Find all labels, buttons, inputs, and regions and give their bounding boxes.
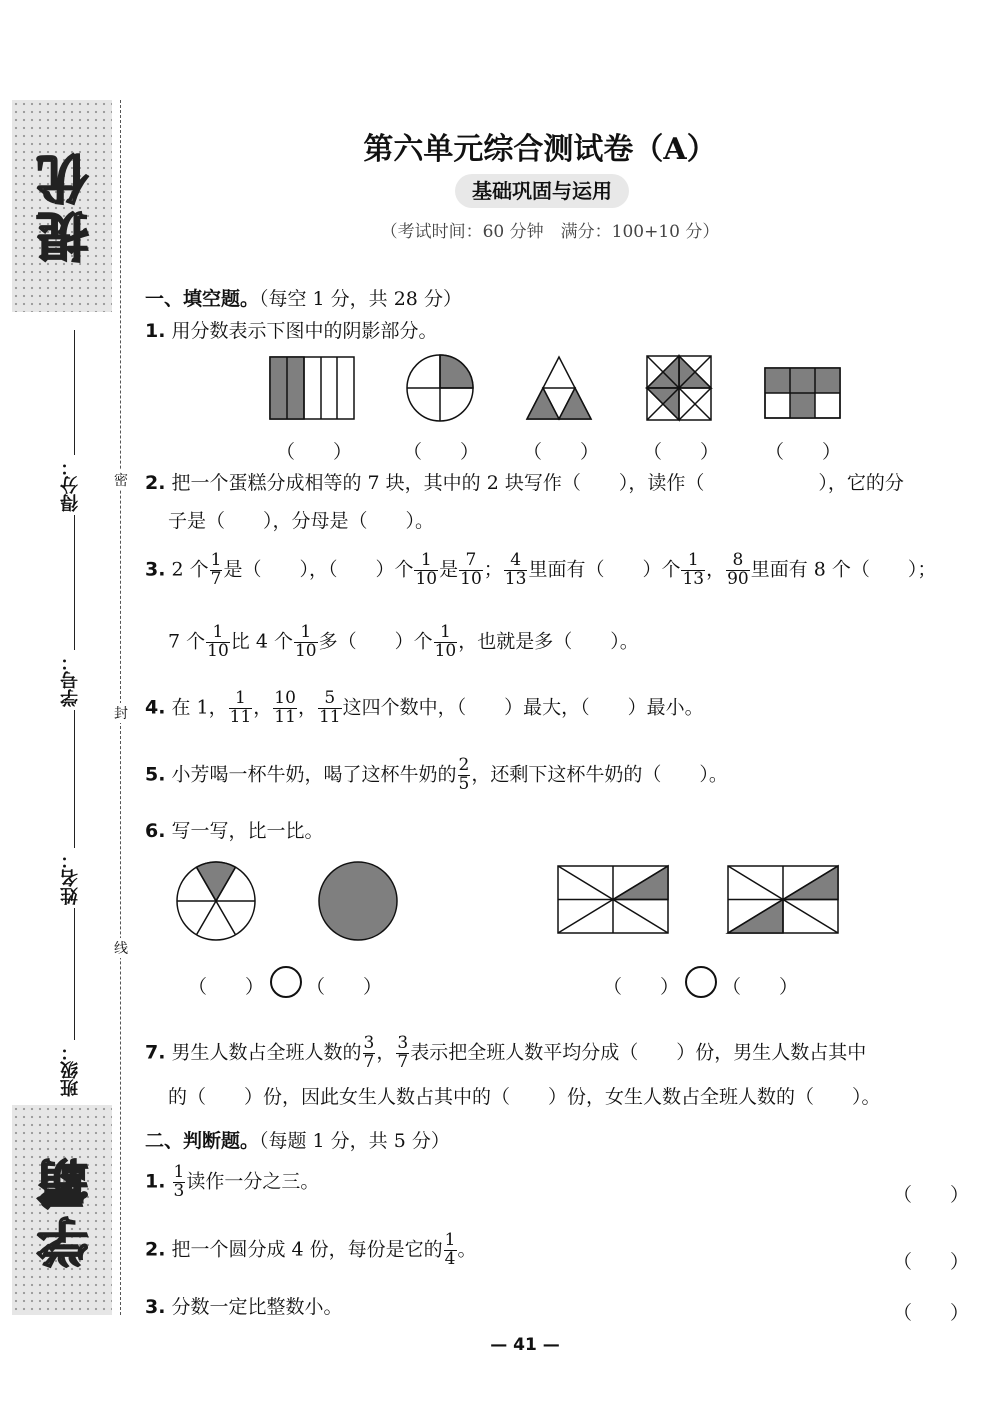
fraction — [458, 757, 471, 794]
numerator: 1 — [434, 624, 458, 643]
page-title: 第六单元综合测试卷（A） — [363, 132, 717, 167]
q1-1-figures — [255, 350, 855, 430]
q1-3-seg: 是（ ），（ ）个 — [223, 558, 414, 581]
q1-1-blank-4[interactable]: （ ） — [643, 441, 720, 463]
fraction — [434, 624, 458, 661]
q1-3-seg: 里面有 8 个（ ）； — [750, 558, 937, 581]
page-number: — 41 — — [490, 1335, 560, 1355]
section1-heading — [145, 284, 462, 311]
q1-7-num: 7. — [145, 1041, 166, 1064]
q1-7-line1 — [145, 1035, 866, 1072]
q1-3-seg: ； — [483, 558, 503, 581]
field-id-label: 学号： — [58, 650, 90, 710]
figure-grid — [765, 368, 840, 418]
numerator: 8 — [726, 552, 750, 571]
seal-char-feng: 封 — [110, 703, 132, 723]
numerator: 3 — [363, 1033, 375, 1053]
numerator: 1 — [414, 552, 438, 571]
denominator: 10 — [415, 568, 438, 589]
q1-7-seg: 男生人数占全班人数的 — [171, 1041, 362, 1064]
q1-1-blank-5[interactable]: （ ） — [765, 441, 842, 463]
numerator: 1 — [210, 550, 222, 570]
q2-3-answer[interactable]: （ ） — [893, 1302, 970, 1324]
q2-2-answer[interactable]: （ ） — [893, 1251, 970, 1273]
seal-char-xian: 线 — [110, 938, 132, 958]
q2-1-text: 读作一分之三。 — [186, 1170, 320, 1193]
q1-2-num: 2. — [145, 472, 166, 494]
denominator: 10 — [207, 640, 229, 661]
denominator: 7 — [363, 1051, 375, 1072]
numerator: 3 — [397, 1033, 409, 1053]
q1-1-blank-2[interactable]: （ ） — [403, 441, 480, 463]
q1-6-blank-1[interactable]: （ ） — [188, 976, 265, 998]
numerator: 1 — [681, 552, 705, 571]
q1-1-num: 1. — [145, 320, 166, 342]
q1-4-seg: 这四个数中，（ ）最大，（ ）最小。 — [342, 696, 704, 719]
q1-5 — [145, 757, 728, 794]
q1-1-blank-1[interactable]: （ ） — [276, 441, 353, 463]
q1-5-num: 5. — [145, 763, 166, 786]
q1-6-blank-3[interactable]: （ ） — [603, 976, 680, 998]
q1-6-num: 6. — [145, 820, 166, 842]
page-subtitle: 基础巩固与运用 — [455, 174, 629, 208]
q1-4 — [145, 690, 704, 727]
denominator: 3 — [173, 1180, 185, 1201]
fraction — [504, 552, 528, 589]
compare-circle-left[interactable] — [271, 967, 301, 997]
q2-1-answer[interactable]: （ ） — [893, 1184, 970, 1206]
fraction — [294, 624, 318, 661]
q1-5-seg: ，还剩下这杯牛奶的（ ）。 — [471, 763, 728, 786]
fraction — [444, 1232, 457, 1269]
fraction — [726, 552, 750, 589]
figure-strips — [270, 357, 354, 419]
fraction — [681, 552, 705, 589]
fraction — [363, 1035, 376, 1072]
denominator: 4 — [444, 1248, 456, 1269]
q1-3-seg: ，也就是多（ ）。 — [458, 630, 639, 653]
figure-rect-two-shaded — [728, 866, 838, 933]
section1-score: （每空 1 分，共 28 分） — [259, 288, 462, 310]
figure-triangle — [527, 357, 591, 419]
q1-3-seg: 是 — [439, 558, 459, 581]
fraction — [229, 690, 253, 727]
q1-2-line1 — [145, 474, 904, 493]
q1-3-seg: 7 个 — [168, 630, 206, 653]
compare-circle-right[interactable] — [686, 967, 716, 997]
figure-circle-full — [319, 862, 397, 940]
q1-6-blank-2[interactable]: （ ） — [306, 976, 383, 998]
q2-3-num: 3. — [145, 1296, 166, 1318]
q1-1-text: 用分数表示下图中的阴影部分。 — [171, 320, 438, 342]
q2-2-tail: 。 — [457, 1238, 477, 1261]
q1-7-seg: ， — [376, 1041, 396, 1064]
denominator: 13 — [682, 568, 705, 589]
q1-4-seg: 在 1， — [171, 696, 228, 719]
numerator: 10 — [274, 688, 296, 708]
numerator: 2 — [458, 755, 470, 775]
section2-title: 二、判断题。 — [145, 1130, 260, 1152]
q2-2-text: 把一个圆分成 4 份，每份是它的 — [171, 1238, 443, 1261]
numerator: 1 — [173, 1162, 185, 1182]
figure-circle-quarter — [407, 355, 473, 421]
sidebar-solid-line — [74, 330, 75, 1090]
field-name-label: 姓名： — [58, 848, 90, 908]
fraction — [210, 552, 223, 589]
denominator: 11 — [229, 706, 252, 727]
numerator: 7 — [459, 552, 483, 571]
q1-1-blank-3[interactable]: （ ） — [523, 441, 600, 463]
exam-info: （考试时间：60 分钟 满分：100+10 分） — [380, 222, 720, 242]
q1-3-seg: ， — [706, 558, 726, 581]
figure-square-diamond — [647, 356, 711, 420]
q2-3-text: 分数一定比整数小。 — [171, 1296, 343, 1318]
denominator: 7 — [210, 568, 222, 589]
figure-circle-sixths — [177, 862, 255, 940]
fraction — [173, 1164, 186, 1201]
numerator: 1 — [444, 1230, 456, 1250]
q1-3-seg: 多（ ）个 — [318, 630, 433, 653]
q2-2 — [145, 1232, 477, 1269]
fraction — [318, 690, 342, 727]
q2-1 — [145, 1164, 319, 1201]
seal-char-mi: 密 — [110, 470, 132, 490]
q1-1 — [145, 322, 438, 341]
q1-6-blank-4[interactable]: （ ） — [722, 976, 799, 998]
denominator: 7 — [397, 1051, 409, 1072]
denominator: 5 — [458, 773, 470, 794]
denominator: 10 — [434, 640, 457, 661]
q1-4-seg: ， — [253, 696, 273, 719]
denominator: 13 — [504, 568, 527, 589]
section2-heading — [145, 1126, 450, 1153]
q1-3-seg: 2 个 — [171, 558, 209, 581]
sidebar-top-logo-text: 提优 — [38, 147, 98, 263]
denominator: 10 — [294, 640, 317, 661]
q1-5-seg: 小芳喝一杯牛奶，喝了这杯牛奶的 — [171, 763, 457, 786]
field-class-label: 班级： — [58, 1040, 90, 1100]
q1-6-text: 写一写，比一比。 — [171, 820, 324, 842]
section1-title: 一、填空题。 — [145, 288, 260, 310]
fraction — [273, 690, 297, 727]
q1-7-line2: 的（ ）份，因此女生人数占其中的（ ）份，女生人数占全班人数的（ ）。 — [168, 1086, 881, 1108]
q1-6 — [145, 822, 324, 841]
q1-7-seg: 表示把全班人数平均分成（ ）份，男生人数占其中 — [410, 1041, 867, 1064]
sidebar-bottom-logo-text: 学霸 — [38, 1152, 98, 1268]
numerator: 1 — [294, 624, 318, 643]
field-score-label: 得分： — [58, 455, 90, 515]
q1-3-num: 3. — [145, 558, 166, 581]
q1-2-text-line1: 把一个蛋糕分成相等的 7 块，其中的 2 块写作（ ），读作（ ），它的分 — [171, 472, 904, 494]
fraction — [459, 552, 483, 589]
q1-3-seg: 比 4 个 — [230, 630, 293, 653]
q2-3 — [145, 1298, 343, 1317]
denominator: 90 — [727, 568, 749, 589]
q1-3-line2 — [168, 624, 639, 661]
numerator: 1 — [206, 624, 230, 643]
fraction — [206, 624, 230, 661]
section2-score: （每题 1 分，共 5 分） — [259, 1130, 450, 1152]
numerator: 5 — [318, 690, 342, 709]
q1-4-num: 4. — [145, 696, 166, 719]
q1-3-line1 — [145, 552, 936, 589]
q1-4-seg: ， — [297, 696, 317, 719]
numerator: 4 — [504, 552, 528, 571]
q1-2-line2: 子是（ ），分母是（ ）。 — [168, 510, 435, 532]
q2-1-num: 1. — [145, 1170, 166, 1193]
fraction — [414, 552, 438, 589]
fraction — [396, 1035, 409, 1072]
denominator: 11 — [318, 706, 341, 727]
figure-rect-one-shaded — [558, 866, 668, 933]
numerator: 1 — [229, 690, 253, 709]
q2-2-num: 2. — [145, 1238, 166, 1261]
denominator: 11 — [274, 706, 296, 727]
denominator: 10 — [460, 568, 482, 589]
q1-3-seg: 里面有（ ）个 — [528, 558, 681, 581]
